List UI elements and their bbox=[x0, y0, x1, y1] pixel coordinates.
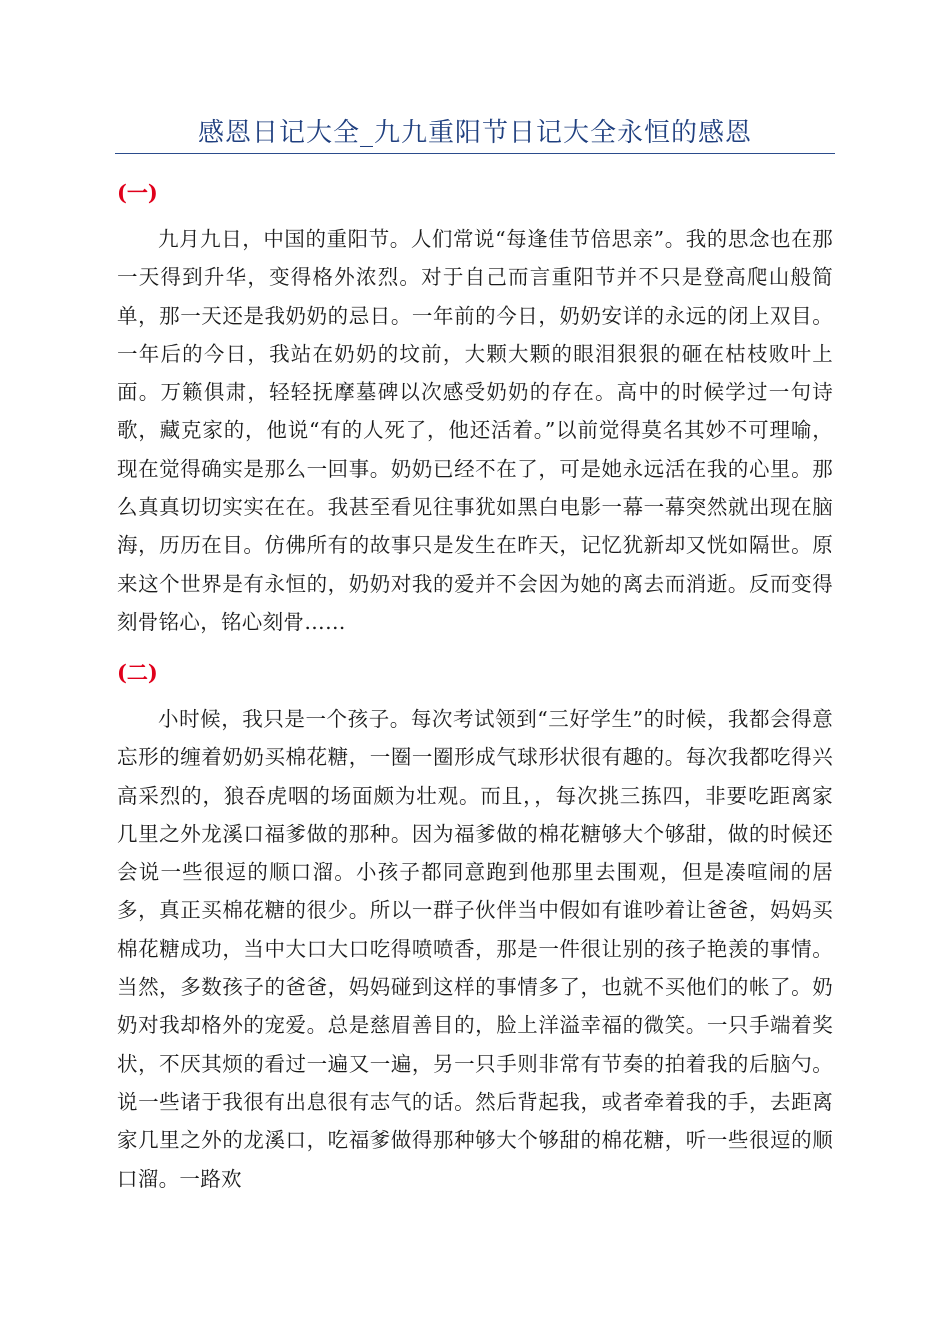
section-paragraph-1: 九月九日，中国的重阳节。人们常说“每逢佳节倍思亲”。我的思念也在那一天得到升华，变得格外浓烈。对于自己而言重阳节并不只是登高爬山般简单，那一天还是我奶奶的忌日。一年前的今日，奶奶安详的永远的闭上双目。一年后的今日，我站在奶奶的坟前，大颗大颗的眼泪狠狠的砸在枯枝败叶上面。万籁俱肃，轻轻抚摩墓碑以次感受奶奶的存在。高中的时候学过一句诗歌，藏克家的，他说“有的人死了，他还活着。”以前觉得莫名其妙不可理喻，现在觉得确实是那么一回事。奶奶已经不在了，可是她永远活在我的心里。那么真真切切实实在在。我甚至看见往事犹如黑白电影一幕一幕突然就出现在脑海，历历在目。仿佛所有的故事只是发生在昨天，记忆犹新却又恍如隔世。原来这个世界是有永恒的，奶奶对我的爱并不会因为她的离去而消逝。反而变得刻骨铭心，铭心刻骨…… bbox=[117, 227, 833, 634]
section-heading-1: (一) bbox=[117, 180, 158, 205]
section-heading-2: (二) bbox=[117, 660, 158, 685]
document-title: 感恩日记大全_九九重阳节日记大全永恒的感恩 bbox=[197, 118, 752, 148]
section-paragraph-2: 小时候，我只是一个孩子。每次考试领到“三好学生”的时候，我都会得意忘形的缠着奶奶买棉花糖，一圈一圈形成气球形状很有趣的。每次我都吃得兴高采烈的，狼吞虎咽的场面颇为壮观。而且，，每次挑三拣四，非要吃距离家几里之外龙溪口福爹做的那种。因为福爹做的棉花糖够大个够甜，做的时候还会说一些很逗的顺口溜。小孩子都同意跑到他那里去围观，但是凑喧闹的居多，真正买棉花糖的很少。所以一群子伙伴当中假如有谁吵着让爸爸，妈妈买棉花糖成功，当中大口大口吃得喷喷香，那是一件很让别的孩子艳羡的事情。当然，多数孩子的爸爸，妈妈碰到这样的事情多了，也就不买他们的帐了。奶奶对我却格外的宠爱。总是慈眉善目的，脸上洋溢幸福的微笑。一只手端着奖状，不厌其烦的看过一遍又一遍，另一只手则非常有节奏的拍着我的后脑勺。说一些诸于我很有出息很有志气的话。然后背起我，或者牵着我的手，去距离家几里之外的龙溪口，吃福爹做得那种够大个够甜的棉花糖，听一些很逗的顺口溜。一路欢 bbox=[117, 707, 833, 1191]
title-underline-rule bbox=[115, 153, 835, 154]
